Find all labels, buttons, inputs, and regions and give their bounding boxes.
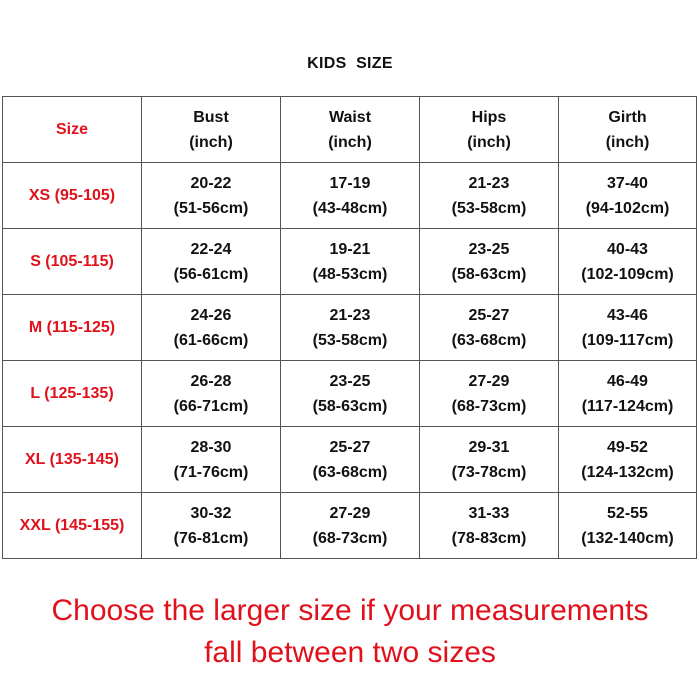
page-title: KIDS SIZE — [307, 55, 393, 72]
hips-cell — [420, 295, 559, 361]
cm-range: (58-63cm) — [312, 397, 388, 415]
cm-range: (76-81cm) — [173, 529, 249, 547]
cm-range: (117-124cm) — [581, 397, 674, 415]
bust-cell — [142, 493, 281, 559]
hips-cell — [420, 361, 559, 427]
inch-range: 28-30 — [190, 438, 232, 456]
hips-cell — [420, 229, 559, 295]
header-unit: (inch) — [605, 133, 650, 151]
header-unit: (inch) — [189, 133, 233, 151]
inch-range: 37-40 — [607, 174, 648, 192]
inch-range: 43-46 — [607, 306, 648, 324]
table-row — [3, 229, 697, 295]
header-label: Hips — [471, 108, 507, 126]
girth-cell — [559, 163, 697, 229]
cm-range: (68-73cm) — [312, 529, 388, 547]
inch-range: 23-25 — [468, 240, 510, 258]
waist-cell — [281, 493, 420, 559]
header-label: Girth — [608, 108, 647, 126]
header-waist — [281, 97, 420, 163]
table-row — [3, 427, 697, 493]
inch-range: 21-23 — [468, 174, 510, 192]
cm-range: (71-76cm) — [173, 463, 249, 481]
cm-range: (109-117cm) — [581, 331, 674, 349]
cm-range: (68-73cm) — [451, 397, 527, 415]
cm-range: (51-56cm) — [173, 199, 249, 217]
cm-range: (94-102cm) — [585, 199, 670, 217]
inch-range: 27-29 — [329, 504, 371, 522]
bust-cell — [142, 163, 281, 229]
inch-range: 52-55 — [607, 504, 648, 522]
girth-cell — [559, 493, 697, 559]
inch-range: 21-23 — [329, 306, 371, 324]
table-row — [3, 163, 697, 229]
cm-range: (53-58cm) — [451, 199, 527, 217]
cm-range: (102-109cm) — [581, 265, 674, 283]
hips-cell — [420, 493, 559, 559]
inch-range: 17-19 — [329, 174, 371, 192]
waist-cell — [281, 361, 420, 427]
cm-range: (53-58cm) — [312, 331, 388, 349]
inch-range: 25-27 — [329, 438, 371, 456]
size-chart-table — [2, 96, 697, 559]
girth-cell — [559, 361, 697, 427]
inch-range: 22-24 — [190, 240, 232, 258]
inch-range: 29-31 — [468, 438, 510, 456]
size-label: XS (95-105) — [3, 163, 142, 229]
hips-cell — [420, 163, 559, 229]
inch-range: 19-21 — [329, 240, 371, 258]
waist-cell — [281, 295, 420, 361]
cm-range: (63-68cm) — [312, 463, 388, 481]
table-header-row — [3, 97, 697, 163]
footer-line-1: Choose the larger size if your measurements — [51, 594, 649, 627]
header-girth — [559, 97, 697, 163]
inch-range: 31-33 — [468, 504, 510, 522]
inch-range: 49-52 — [607, 438, 648, 456]
girth-cell — [559, 427, 697, 493]
footer-note — [0, 590, 700, 674]
size-label: XL (135-145) — [3, 427, 142, 493]
inch-range: 30-32 — [190, 504, 232, 522]
cm-range: (58-63cm) — [451, 265, 527, 283]
header-label: Bust — [193, 108, 229, 126]
inch-range: 46-49 — [607, 372, 648, 390]
cm-range: (63-68cm) — [451, 331, 527, 349]
bust-cell — [142, 427, 281, 493]
cm-range: (43-48cm) — [312, 199, 388, 217]
inch-range: 26-28 — [190, 372, 232, 390]
inch-range: 27-29 — [468, 372, 510, 390]
cm-range: (78-83cm) — [451, 529, 527, 547]
inch-range: 23-25 — [329, 372, 371, 390]
cm-range: (56-61cm) — [173, 265, 249, 283]
cm-range: (66-71cm) — [173, 397, 249, 415]
size-label: S (105-115) — [3, 229, 142, 295]
waist-cell — [281, 163, 420, 229]
cm-range: (48-53cm) — [312, 265, 388, 283]
header-size: Size — [3, 97, 142, 163]
header-unit: (inch) — [328, 133, 372, 151]
cm-range: (61-66cm) — [173, 331, 249, 349]
header-bust — [142, 97, 281, 163]
header-hips — [420, 97, 559, 163]
header-label: Waist — [328, 108, 372, 126]
cm-range: (124-132cm) — [581, 463, 674, 481]
table-row — [3, 361, 697, 427]
size-label: M (115-125) — [3, 295, 142, 361]
size-label: XXL (145-155) — [3, 493, 142, 559]
inch-range: 25-27 — [468, 306, 510, 324]
hips-cell — [420, 427, 559, 493]
table-row — [3, 295, 697, 361]
waist-cell — [281, 427, 420, 493]
bust-cell — [142, 229, 281, 295]
table-row — [3, 493, 697, 559]
bust-cell — [142, 361, 281, 427]
waist-cell — [281, 229, 420, 295]
inch-range: 20-22 — [190, 174, 232, 192]
footer-line-2: fall between two sizes — [204, 636, 496, 669]
cm-range: (73-78cm) — [451, 463, 527, 481]
header-unit: (inch) — [467, 133, 511, 151]
inch-range: 40-43 — [607, 240, 648, 258]
bust-cell — [142, 295, 281, 361]
cm-range: (132-140cm) — [581, 529, 674, 547]
inch-range: 24-26 — [190, 306, 232, 324]
size-label: L (125-135) — [3, 361, 142, 427]
girth-cell — [559, 229, 697, 295]
girth-cell — [559, 295, 697, 361]
